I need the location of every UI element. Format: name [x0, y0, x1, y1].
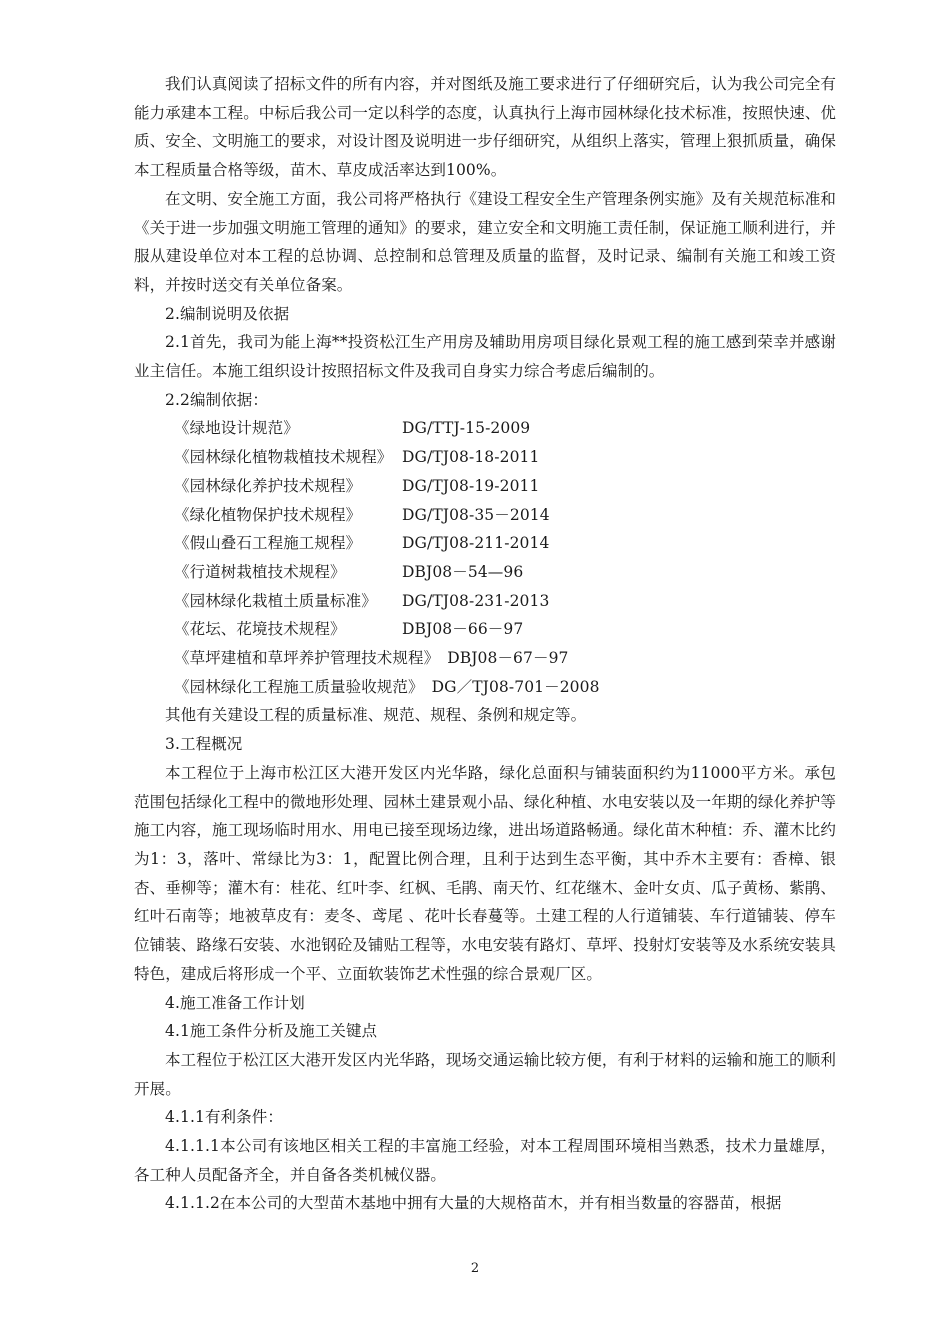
- standard-name: 《行道树栽植技术规程》: [174, 562, 346, 581]
- standard-name: 《草坪建植和草坪养护管理技术规程》: [174, 649, 440, 668]
- standard-name: 《园林绿化栽植土质量标准》: [174, 591, 377, 610]
- heading-section-3: 3.工程概况: [165, 735, 243, 754]
- standard-code: DG/TJ08-211-2014: [402, 534, 550, 553]
- heading-2-2: 2.2编制依据：: [165, 390, 268, 409]
- standard-name: 《园林绿化养护技术规程》: [174, 476, 362, 495]
- heading-4-1-1: 4.1.1有利条件：: [165, 1108, 283, 1127]
- paragraph-4-1-1-1: 4.1.1.1本公司有该地区相关工程的丰富施工经验，对本工程周围环境相当熟悉，技术力量雄厚，各工种人员配备齐全，并自备各类机械仪器。: [134, 1137, 836, 1184]
- page-number: 2: [470, 1261, 480, 1276]
- document-body: [134, 70, 836, 1218]
- paragraph-safety: 在文明、安全施工方面，我公司将严格执行《建设工程安全生产管理条例实施》及有关规范标准和《关于进一步加强文明施工管理的通知》的要求，建立安全和文明施工责任制，保证施工顺利进行，并服从建设单位对本工程的总协调、总控制和总管理及质量的监督，及时记录、编制有关施工和竣工资料，并按时送交有关单位备案。: [134, 189, 837, 294]
- standard-item: [134, 529, 836, 558]
- standard-name: 《花坛、花境技术规程》: [174, 620, 346, 639]
- standard-name: 《园林绿化植物栽植技术规程》: [174, 448, 393, 467]
- paragraph-intro: 我们认真阅读了招标文件的所有内容，并对图纸及施工要求进行了仔细研究后，认为我公司完全有能力承建本工程。中标后我公司一定以科学的态度，认真执行上海市园林绿化技术标准，按照快速、优质、安全、文明施工的要求，对设计图及说明进一步仔细研究，从组织上落实，管理上狠抓质量，确保本工程质量合格等级，苗木、草皮成活率达到100%。: [134, 75, 837, 180]
- standard-code: DG/TJ08-35－2014: [402, 505, 550, 524]
- standard-item: [134, 644, 836, 673]
- standard-item: [134, 615, 836, 644]
- standard-item: [134, 558, 836, 587]
- standard-code: DG／TJ08-701－2008: [431, 677, 600, 696]
- paragraph-other-standards: 其他有关建设工程的质量标准、规范、规程、条例和规定等。: [165, 706, 587, 725]
- standard-code: DBJ08－67－97: [447, 649, 569, 668]
- standard-item: [134, 414, 836, 443]
- standard-item: [134, 501, 836, 530]
- paragraph-4-1: 本工程位于松江区大港开发区内光华路，现场交通运输比较方便，有利于材料的运输和施工的顺利开展。: [134, 1050, 836, 1098]
- standard-name: 《园林绿化工程施工质量验收规范》: [174, 677, 424, 696]
- standard-item: [134, 673, 836, 702]
- standard-item: [134, 587, 836, 616]
- standards-list: [134, 414, 836, 701]
- standard-code: DG/TJ08-19-2011: [402, 476, 540, 495]
- standard-code: DG/TTJ-15-2009: [402, 419, 531, 438]
- standard-item: [134, 472, 836, 501]
- heading-section-2: 2.编制说明及依据: [165, 304, 290, 323]
- paragraph-2-1: 2.1首先，我司为能上海**投资松江生产用房及辅助用房项目绿化景观工程的施工感到荣幸并感谢业主信任。本施工组织设计按照招标文件及我司自身实力综合考虑后编制的。: [134, 333, 836, 381]
- paragraph-overview: 本工程位于上海市松江区大港开发区内光华路，绿化总面积与铺装面积约为11000平方米。承包范围包括绿化工程中的微地形处理、园林土建景观小品、绿化种植、水电安装以及一年期的绿化养护等施工内容，施工现场临时用水、用电已接至现场边缘，进出场道路畅通。绿化苗木种植：乔、灌木比约为1：3，落叶、常绿比为3：1，配置比例合理，且利于达到生态平衡，其中乔木主要有：香樟、银杏、垂柳等；灌木有：桂花、红叶李、红枫、毛鹃、南天竹、红花继木、金叶女贞、瓜子黄杨、紫鹃、红叶石南等；地被草皮有：麦冬、鸢尾 、花叶长春蔓等。土建工程的人行道铺装、车行道铺装、停车位铺装、路缘石安装、水池钢砼及铺贴工程等，水电安装有路灯、草坪、投射灯安装等及水系统安装具特色，建成后将形成一个平、立面软装饰艺术性强的综合景观厂区。: [134, 763, 837, 983]
- standard-name: 《绿地设计规范》: [174, 419, 299, 438]
- standard-name: 《绿化植物保护技术规程》: [174, 505, 362, 524]
- standard-code: DBJ08－54—96: [402, 562, 524, 581]
- standard-code: DG/TJ08-231-2013: [402, 591, 550, 610]
- paragraph-4-1-1-2: 4.1.1.2在本公司的大型苗木基地中拥有大量的大规格苗木，并有相当数量的容器苗，根据: [165, 1194, 782, 1213]
- heading-4-1: 4.1施工条件分析及施工关键点: [165, 1022, 378, 1041]
- standard-name: 《假山叠石工程施工规程》: [174, 534, 362, 553]
- standard-code: DG/TJ08-18-2011: [402, 448, 540, 467]
- standard-code: DBJ08－66－97: [402, 620, 524, 639]
- heading-section-4: 4.施工准备工作计划: [165, 993, 305, 1012]
- standard-item: [134, 443, 836, 472]
